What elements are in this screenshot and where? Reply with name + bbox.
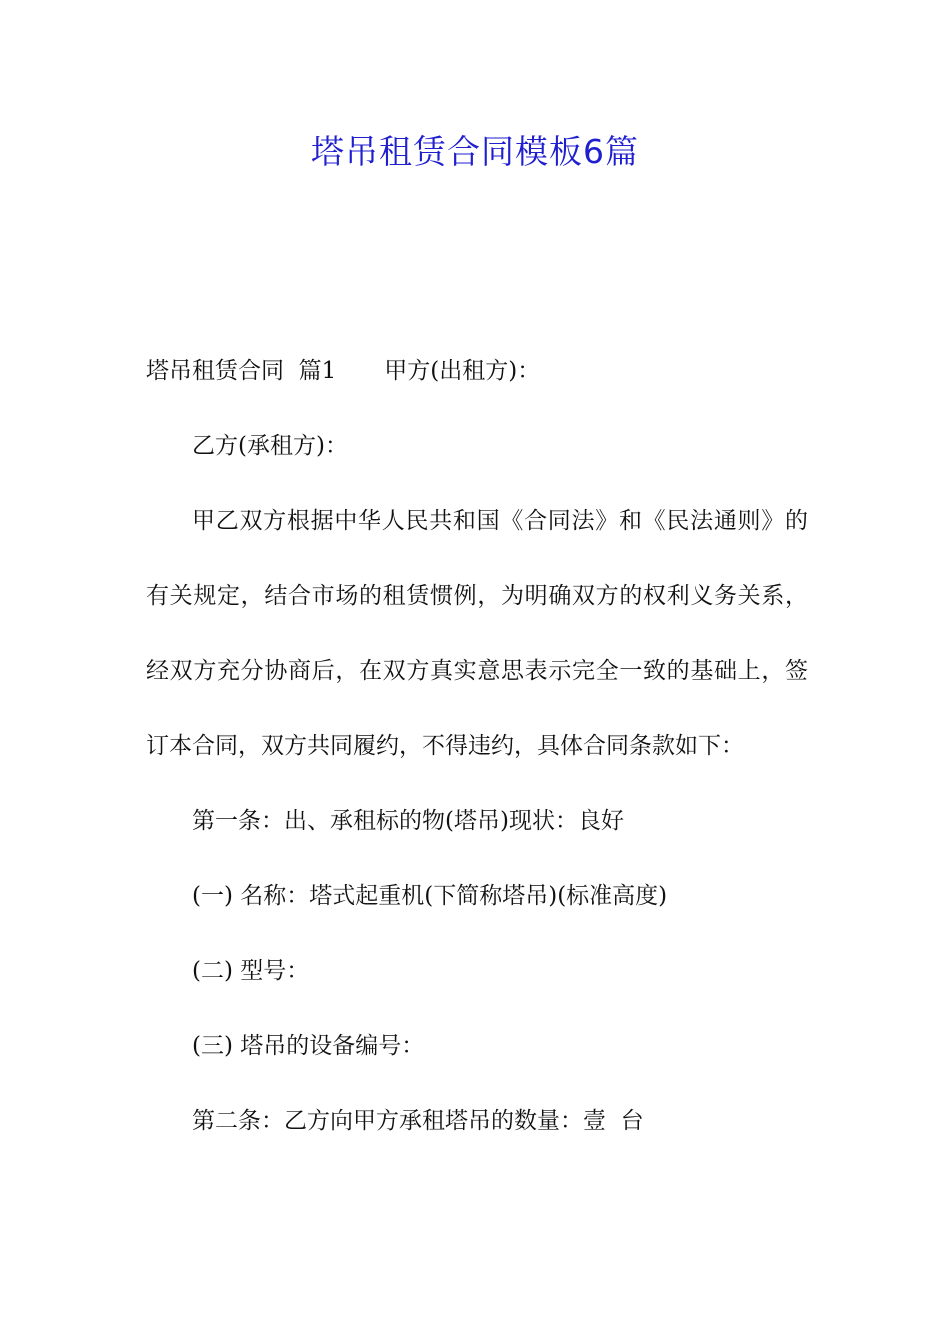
article-1-item-1: (一) 名称：塔式起重机(下简称塔吊)(标准高度) [192,883,668,909]
page-title: 塔吊租赁合同模板6篇 [311,132,639,171]
article-1-item-2: (二) 型号： [192,958,310,984]
party-b-label: 乙方(承租方)： [192,433,348,459]
document-body [146,334,808,1159]
section-heading: 塔吊租赁合同 篇1 [146,358,337,384]
article-1-item-3: (三) 塔吊的设备编号： [192,1033,425,1059]
party-a-label: 甲方(出租方)： [384,358,541,384]
article-2: 第二条：乙方向甲方承租塔吊的数量：壹 台 [192,1108,644,1134]
section-heading-line [146,334,808,409]
article-1: 第一条：出、承租标的物(塔吊)现状：良好 [192,808,624,834]
preamble-paragraph: 甲乙双方根据中华人民共和国《合同法》和《民法通则》的有关规定，结合市场的租赁惯例，为明确双方的权利义务关系，经双方充分协商后，在双方真实意思表示完全一致的基础上，签订本合同，双方共同履约，不得违约，具体合同条款如下： [146,508,808,759]
